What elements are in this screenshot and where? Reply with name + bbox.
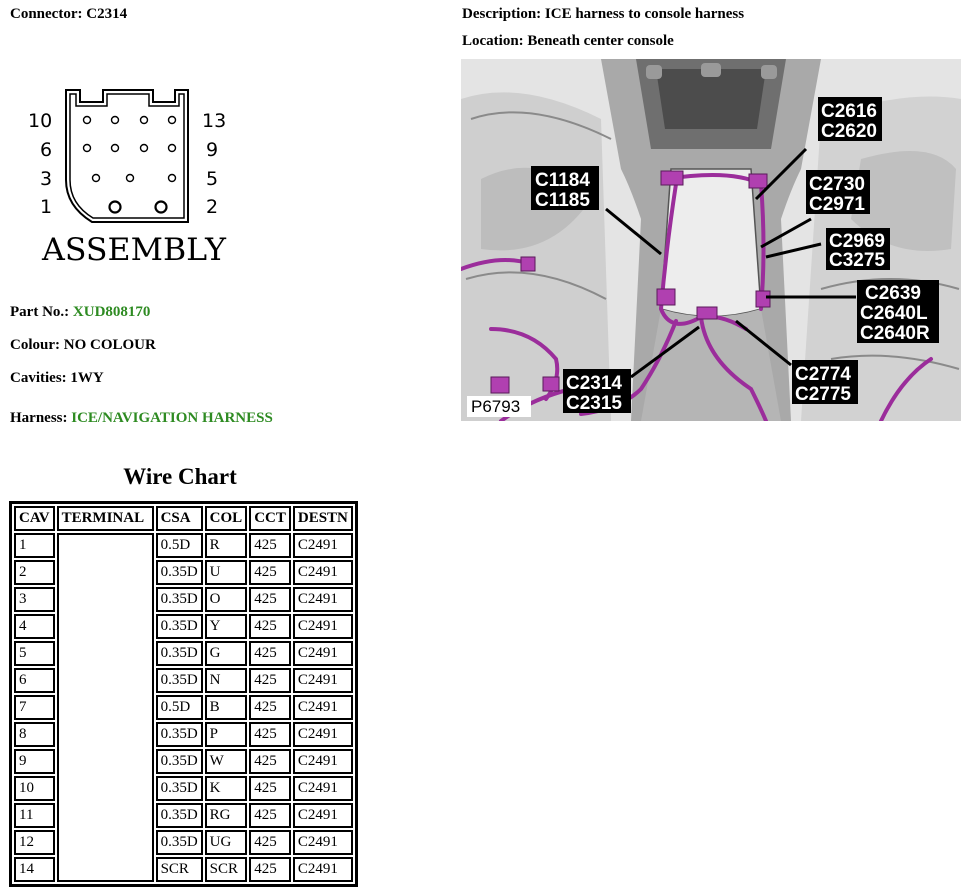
cavities (10, 370, 104, 387)
cell-cct: 425 (249, 830, 291, 855)
cell-cav: 12 (14, 830, 55, 855)
pin-label-5: 5 (206, 168, 219, 190)
cell-cav: 14 (14, 857, 55, 882)
cell-csa: 0.35D (156, 614, 203, 639)
table-header-row (14, 506, 353, 531)
cell-destn: C2491 (293, 587, 353, 612)
pin-label-10: 10 (28, 110, 53, 132)
cell-destn: C2491 (293, 641, 353, 666)
cell-cct: 425 (249, 560, 291, 585)
cell-csa: 0.35D (156, 641, 203, 666)
cell-destn: C2491 (293, 803, 353, 828)
cell-cct: 425 (249, 614, 291, 639)
cell-cav: 7 (14, 695, 55, 720)
cell-csa: 0.5D (156, 695, 203, 720)
cell-terminal (57, 533, 154, 882)
cell-destn: C2491 (293, 533, 353, 558)
colour-label: Colour: (10, 337, 60, 353)
cell-csa: SCR (156, 857, 203, 882)
cell-csa: 0.35D (156, 722, 203, 747)
callout-c2969: C2969 (829, 231, 885, 252)
cavities-label: Cavities: (10, 370, 67, 386)
connector-inner-outline (70, 94, 184, 218)
cell-cct: 425 (249, 668, 291, 693)
cell-csa: 0.35D (156, 803, 203, 828)
pin-label-9: 9 (206, 139, 219, 161)
cell-csa: 0.5D (156, 533, 203, 558)
callout-c2640l: C2640L (860, 303, 928, 324)
cell-csa: 0.35D (156, 668, 203, 693)
cell-cav: 2 (14, 560, 55, 585)
connector-pinout-diagram (20, 80, 240, 275)
callout-c2775: C2775 (795, 384, 851, 405)
header-csa: CSA (156, 506, 203, 531)
pin-holes (84, 117, 176, 213)
cell-col: Y (205, 614, 248, 639)
pin-label-2: 2 (206, 196, 219, 218)
location-label: Location: (462, 33, 524, 49)
connector-title (10, 6, 127, 23)
pin-label-1: 1 (40, 196, 53, 218)
connector-value: C2314 (86, 6, 128, 22)
harness-label: Harness: (10, 410, 68, 426)
header-col: COL (205, 506, 248, 531)
cell-cct: 425 (249, 641, 291, 666)
cell-col: O (205, 587, 248, 612)
cell-cav: 3 (14, 587, 55, 612)
cell-cav: 11 (14, 803, 55, 828)
cell-cav: 4 (14, 614, 55, 639)
cell-cct: 425 (249, 857, 291, 882)
cell-col: B (205, 695, 248, 720)
location-photo (461, 59, 961, 421)
cell-cav: 9 (14, 749, 55, 774)
callout-c2616: C2616 (821, 101, 877, 122)
part-number-label: Part No.: (10, 304, 70, 320)
cell-col: W (205, 749, 248, 774)
cell-csa: 0.35D (156, 560, 203, 585)
cell-cct: 425 (249, 749, 291, 774)
header-cav: CAV (14, 506, 55, 531)
callout-c2314: C2314 (566, 373, 622, 394)
cell-col: RG (205, 803, 248, 828)
cell-csa: 0.35D (156, 749, 203, 774)
header-cct: CCT (249, 506, 291, 531)
pin-label-13: 13 (202, 110, 227, 132)
cell-destn: C2491 (293, 749, 353, 774)
cell-cav: 1 (14, 533, 55, 558)
harness-link[interactable]: ICE/NAVIGATION HARNESS (71, 410, 273, 426)
colour (10, 337, 156, 354)
cell-csa: 0.35D (156, 830, 203, 855)
cell-cct: 425 (249, 695, 291, 720)
header-terminal: TERMINAL (57, 506, 154, 531)
header-destn: DESTN (293, 506, 353, 531)
cell-cav: 10 (14, 776, 55, 801)
cell-destn: C2491 (293, 668, 353, 693)
callout-c2639: C2639 (865, 283, 921, 304)
description (462, 6, 744, 23)
callout-c2730: C2730 (809, 174, 865, 195)
cell-destn: C2491 (293, 830, 353, 855)
cell-destn: C2491 (293, 560, 353, 585)
cell-cct: 425 (249, 587, 291, 612)
location (462, 33, 674, 50)
pin-label-3: 3 (40, 168, 53, 190)
callout-c1185: C1185 (535, 190, 590, 211)
part-number (10, 304, 150, 321)
description-value: ICE harness to console harness (544, 6, 745, 22)
cell-cav: 8 (14, 722, 55, 747)
cell-col: U (205, 560, 248, 585)
callout-c2315: C2315 (566, 393, 622, 414)
wire-chart-title: Wire Chart (123, 464, 237, 489)
cell-destn: C2491 (293, 614, 353, 639)
cell-col: P (205, 722, 248, 747)
pinout-caption: ASSEMBLY (40, 232, 227, 268)
cell-cct: 425 (249, 776, 291, 801)
part-number-link[interactable]: XUD808170 (72, 304, 151, 320)
callout-c3275: C3275 (829, 250, 885, 271)
location-value: Beneath center console (527, 33, 674, 49)
pin-label-6: 6 (40, 139, 53, 161)
callout-c2620: C2620 (821, 121, 877, 142)
cavities-value: 1WY (70, 370, 104, 386)
cell-destn: C2491 (293, 695, 353, 720)
cell-destn: C2491 (293, 776, 353, 801)
table-row (14, 533, 353, 558)
cell-cav: 5 (14, 641, 55, 666)
cell-col: SCR (205, 857, 248, 882)
callout-c2971: C2971 (809, 194, 865, 215)
cell-cav: 6 (14, 668, 55, 693)
cell-destn: C2491 (293, 722, 353, 747)
cell-col: K (205, 776, 248, 801)
colour-value: NO COLOUR (63, 337, 156, 353)
cell-cct: 425 (249, 722, 291, 747)
cell-col: R (205, 533, 248, 558)
cell-col: G (205, 641, 248, 666)
cell-col: UG (205, 830, 248, 855)
harness (10, 410, 273, 427)
callout-c2774: C2774 (795, 364, 851, 385)
cell-cct: 425 (249, 533, 291, 558)
cell-col: N (205, 668, 248, 693)
cell-csa: 0.35D (156, 776, 203, 801)
photo-reference: P6793 (471, 397, 521, 416)
cell-csa: 0.35D (156, 587, 203, 612)
connector-outline (66, 90, 188, 222)
cell-cct: 425 (249, 803, 291, 828)
cell-destn: C2491 (293, 857, 353, 882)
description-label: Description: (462, 6, 542, 22)
callout-c2640r: C2640R (860, 323, 930, 344)
connector-label: Connector: (10, 6, 83, 22)
wire-chart-table (9, 501, 358, 887)
callout-c1184: C1184 (535, 170, 590, 191)
